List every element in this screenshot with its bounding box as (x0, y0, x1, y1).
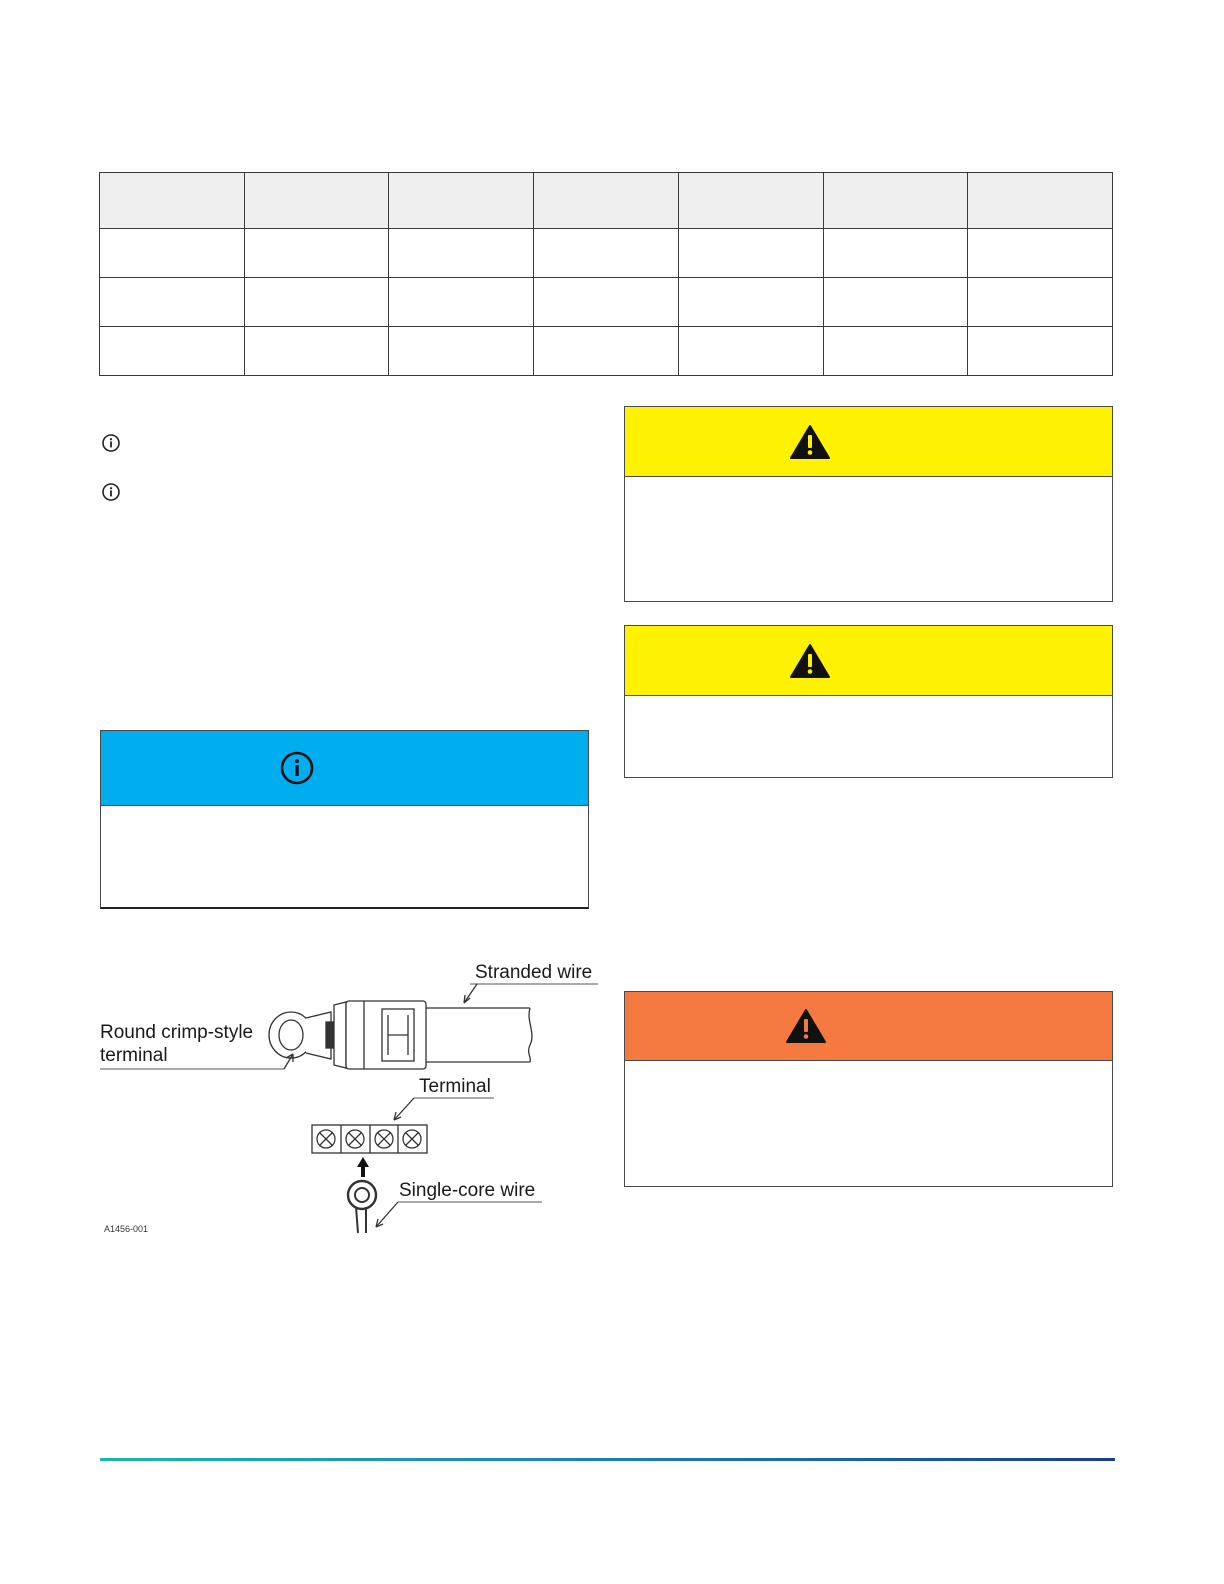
table-row (100, 327, 1113, 376)
stranded-wire-label: Stranded wire (475, 962, 593, 983)
table-cell (534, 229, 679, 278)
table-cell (100, 278, 245, 327)
single-core-wire-label: Single-core wire (399, 1180, 536, 1201)
table-row (100, 278, 1113, 327)
table-row (100, 229, 1113, 278)
caution-callout-header (625, 626, 1112, 696)
table-cell (244, 229, 389, 278)
table-cell (389, 327, 534, 376)
wiring-terminal-figure (98, 955, 608, 1245)
notice-callout (100, 730, 589, 909)
table-header-cell (968, 173, 1113, 229)
table-cell (823, 229, 968, 278)
terminal-label: Terminal (419, 1076, 491, 1097)
table-cell (678, 229, 823, 278)
warning-triangle-icon (789, 643, 831, 679)
footer-divider (100, 1458, 1115, 1461)
table-cell (968, 229, 1113, 278)
table-cell (534, 278, 679, 327)
table-header-cell (823, 173, 968, 229)
table-cell (100, 229, 245, 278)
table-cell (823, 278, 968, 327)
caution-callout-header (625, 407, 1112, 477)
warning-callout-header (625, 992, 1112, 1061)
info-circle-icon (101, 433, 121, 453)
table-header-cell (100, 173, 245, 229)
table-cell (823, 327, 968, 376)
table-cell (534, 327, 679, 376)
warning-triangle-icon (785, 1008, 827, 1044)
notice-callout-header (101, 731, 588, 806)
table-cell (389, 229, 534, 278)
caution-callout (624, 406, 1113, 602)
table-cell (244, 327, 389, 376)
round-crimp-terminal-label: Round crimp-style terminal (100, 1022, 254, 1066)
warning-triangle-icon (789, 424, 831, 460)
specification-table (99, 172, 1113, 376)
table-cell (389, 278, 534, 327)
warning-callout (624, 991, 1113, 1187)
table-header-row (100, 173, 1113, 229)
table-header-cell (678, 173, 823, 229)
table-cell (968, 278, 1113, 327)
table-header-cell (244, 173, 389, 229)
table-cell (678, 327, 823, 376)
table-cell (100, 327, 245, 376)
info-circle-icon (101, 482, 121, 502)
table-cell (968, 327, 1113, 376)
table-cell (244, 278, 389, 327)
table-cell (678, 278, 823, 327)
info-circle-icon (279, 750, 315, 786)
table-header-cell (389, 173, 534, 229)
figure-code: A1456-001 (104, 1224, 149, 1234)
table-header-cell (534, 173, 679, 229)
caution-callout (624, 625, 1113, 778)
